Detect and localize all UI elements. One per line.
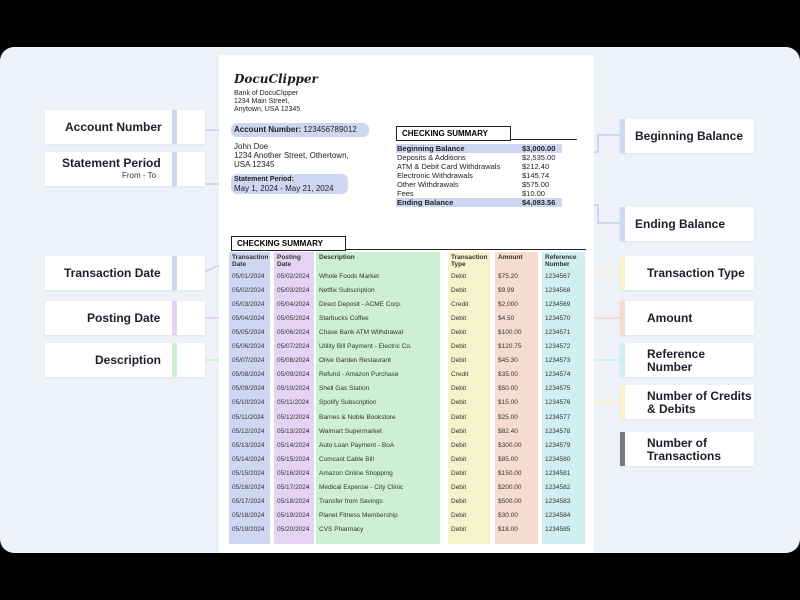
holder-street: 1234 Another Street, Othertown, xyxy=(234,151,349,160)
holder-name: John Doe xyxy=(234,142,269,151)
table-cell: Debit xyxy=(451,469,467,477)
table-cell: 05/17/2024 xyxy=(232,497,265,505)
bank-statement xyxy=(219,55,594,553)
table-cell: Chase Bank ATM Withdrawal xyxy=(319,329,404,337)
table-cell: $150.00 xyxy=(498,469,522,477)
table-cell: 05/11/2024 xyxy=(277,399,310,407)
bank-name: Bank of DocuClipper xyxy=(234,90,299,97)
table-cell: $45.30 xyxy=(498,357,518,365)
summary-row xyxy=(396,144,562,153)
tag-transaction-date-bar xyxy=(172,256,177,290)
table-cell: Debit xyxy=(451,441,467,449)
tag-posting-date-text: Posting Date xyxy=(87,311,161,325)
table-cell: 05/17/2024 xyxy=(277,483,310,491)
tag-transaction-type-text: Transaction Type xyxy=(647,266,745,280)
table-cell: 1234573 xyxy=(545,357,571,365)
table-cell: 05/07/2024 xyxy=(277,343,310,351)
table-cell: $75.20 xyxy=(498,273,518,280)
tag-posting-date-bar xyxy=(172,301,177,335)
table-cell: Medical Expense - City Clinic xyxy=(319,483,404,491)
tag-reference-number xyxy=(620,343,754,377)
tag-posting-date xyxy=(45,301,205,335)
tag-credits-debits xyxy=(620,385,754,419)
table-cell: 05/11/2024 xyxy=(232,413,265,421)
table-cell: $50.00 xyxy=(498,385,518,393)
table-cell: Debit xyxy=(451,343,467,351)
tag-transaction-type xyxy=(620,256,754,290)
canvas xyxy=(0,47,800,553)
table-cell: 05/12/2024 xyxy=(232,427,265,435)
table-cell: 05/01/2024 xyxy=(232,273,265,280)
tag-statement-period xyxy=(45,152,205,186)
summary-row xyxy=(396,189,562,198)
tag-ending-balance-text: Ending Balance xyxy=(635,217,726,231)
table-cell: $25.00 xyxy=(498,413,518,421)
table-cell: 1234570 xyxy=(545,315,571,323)
summary-value: $575.00 xyxy=(522,180,550,189)
table-cell: 1234571 xyxy=(545,329,571,337)
summary-title: CHECKING SUMMARY xyxy=(396,126,511,141)
table-cell: Debit xyxy=(451,329,467,337)
table-cell: 05/02/2024 xyxy=(277,273,310,280)
table-cell: Debit xyxy=(451,455,467,463)
table-cell: Refund - Amazon Purchase xyxy=(319,371,399,379)
table-cell: 05/04/2024 xyxy=(277,301,310,309)
table-cell: Credit xyxy=(451,371,469,379)
table-cell: Debit xyxy=(451,427,467,435)
summary-value: $3,000.00 xyxy=(522,144,556,153)
table-cell: 1234577 xyxy=(545,413,571,421)
summary-label: Fees xyxy=(397,189,414,198)
table-rule xyxy=(346,249,586,250)
table-cell: 05/16/2024 xyxy=(232,483,265,491)
table-cell: 05/18/2024 xyxy=(277,497,310,505)
tag-credits-debits-text: Number of Credits & Debits xyxy=(647,389,752,416)
table-cell: Credit xyxy=(451,301,469,309)
table-cell: 05/09/2024 xyxy=(232,385,265,393)
table-cell: 05/05/2024 xyxy=(277,315,310,323)
table-cell: Debit xyxy=(451,273,467,280)
table-cell: 05/02/2024 xyxy=(232,287,265,295)
tag-num-transactions-bar xyxy=(620,432,625,466)
table-cell: 1234579 xyxy=(545,441,571,449)
tag-ending-balance xyxy=(620,207,754,241)
column-header: Reference Number xyxy=(545,254,577,268)
table-cell: Amazon Online Shopping xyxy=(319,469,393,477)
summary-value: $4,083.56 xyxy=(522,198,556,207)
table-cell: 05/10/2024 xyxy=(232,399,265,407)
tag-reference-number-bar xyxy=(620,343,625,377)
tag-statement-period-bar xyxy=(172,152,177,186)
account-number-value: 123456789012 xyxy=(303,125,357,134)
summary-row xyxy=(396,198,562,207)
docuclipper-logo: DocuClipper xyxy=(234,72,318,86)
table-cell: Debit xyxy=(451,315,467,323)
summary-row xyxy=(396,171,562,180)
table-cell: 05/08/2024 xyxy=(277,357,310,365)
tag-beginning-balance-bar xyxy=(620,119,625,153)
table-cell: $82.40 xyxy=(498,427,518,435)
table-cell: Debit xyxy=(451,525,467,533)
tag-reference-number-text: Reference Number xyxy=(647,347,706,374)
table-cell: 05/09/2024 xyxy=(277,371,310,379)
table-cell: Direct Deposit - ACME Corp. xyxy=(319,301,402,309)
column-header: Description xyxy=(319,254,355,261)
table-cell: 05/06/2024 xyxy=(232,343,265,351)
tag-description-bar xyxy=(172,343,177,377)
table-cell: Shell Gas Station xyxy=(319,385,370,393)
table-cell: 05/12/2024 xyxy=(277,413,310,421)
table-cell: 05/14/2024 xyxy=(232,455,265,463)
summary-value: $212.40 xyxy=(522,162,550,171)
table-cell: 1234575 xyxy=(545,385,571,393)
summary-label: ATM & Debit Card Withdrawals xyxy=(397,162,501,171)
table-cell: 05/20/2024 xyxy=(277,525,310,533)
table-cell: 1234585 xyxy=(545,525,571,533)
summary-value: $10.00 xyxy=(522,189,545,198)
bank-city: Anytown, USA 12345 xyxy=(234,106,301,113)
table-cell: 1234581 xyxy=(545,469,571,477)
table-cell: Planet Fitness Membership xyxy=(319,511,398,519)
bank-street: 1234 Main Street, xyxy=(234,98,290,105)
summary-label: Beginning Balance xyxy=(397,144,465,153)
summary-row xyxy=(396,180,562,189)
table-cell: $120.75 xyxy=(498,343,522,351)
table-title: CHECKING SUMMARY xyxy=(231,236,346,251)
table-cell: $100.00 xyxy=(498,329,522,337)
summary-value: $2,535.00 xyxy=(522,153,556,162)
tag-amount-text: Amount xyxy=(647,311,693,325)
summary-rule xyxy=(511,139,577,140)
table-cell: 1234569 xyxy=(545,301,571,309)
table-cell: 1234584 xyxy=(545,511,571,519)
table-cell: Comcast Cable Bill xyxy=(319,455,374,463)
table-cell: Olive Garden Restaurant xyxy=(319,357,391,365)
table-cell: 05/19/2024 xyxy=(277,511,310,519)
summary-label: Electronic Withdrawals xyxy=(397,171,473,180)
summary-label: Deposits & Additions xyxy=(397,153,466,162)
table-cell: 1234574 xyxy=(545,371,571,379)
table-cell: 1234576 xyxy=(545,399,571,407)
table-cell: $18.00 xyxy=(498,525,518,533)
table-cell: Debit xyxy=(451,385,467,393)
table-cell: 05/05/2024 xyxy=(232,329,265,337)
table-cell: 1234580 xyxy=(545,455,571,463)
table-cell: Debit xyxy=(451,511,467,519)
column-header: Amount xyxy=(498,254,523,261)
table-cell: 1234578 xyxy=(545,427,571,435)
statement-period-field xyxy=(231,174,348,194)
table-cell: Debit xyxy=(451,287,467,295)
tag-num-transactions xyxy=(620,432,754,466)
table-cell: Barnes & Noble Bookstore xyxy=(319,413,396,421)
tag-transaction-date xyxy=(45,256,205,290)
column-header: Posting Date xyxy=(277,254,301,268)
table-cell: 1234568 xyxy=(545,287,571,295)
table-cell: $200.00 xyxy=(498,483,522,491)
tag-account-number-bar xyxy=(172,110,177,144)
table-cell: Debit xyxy=(451,413,467,421)
table-cell: 05/13/2024 xyxy=(277,427,310,435)
table-cell: Debit xyxy=(451,483,467,491)
tag-ending-balance-bar xyxy=(620,207,625,241)
table-cell: Whole Foods Market xyxy=(319,273,379,280)
tag-transaction-date-text: Transaction Date xyxy=(64,266,161,280)
tag-account-number xyxy=(45,110,205,144)
table-cell: $300.00 xyxy=(498,441,522,449)
table-cell: $500.00 xyxy=(498,497,522,505)
table-cell: $15.00 xyxy=(498,399,518,407)
table-cell: 05/06/2024 xyxy=(277,329,310,337)
column-header: Transaction Type xyxy=(451,254,488,268)
table-cell: $9.99 xyxy=(498,287,515,295)
table-cell: $4.50 xyxy=(498,315,515,323)
table-cell: 05/04/2024 xyxy=(232,315,265,323)
summary-label: Other Withdrawals xyxy=(397,180,459,189)
table-cell: Debit xyxy=(451,399,467,407)
table-cell: 05/16/2024 xyxy=(277,469,310,477)
table-cell: 05/10/2024 xyxy=(277,385,310,393)
tag-credits-debits-bar xyxy=(620,385,625,419)
statement-period-value: May 1, 2024 - May 21, 2024 xyxy=(234,184,334,193)
tag-description xyxy=(45,343,205,377)
table-cell: 05/19/2024 xyxy=(232,525,265,533)
table-cell: Starbucks Coffee xyxy=(319,315,369,323)
tag-beginning-balance xyxy=(620,119,754,153)
statement-period-label: Statement Period: xyxy=(234,176,294,183)
table-cell: 1234583 xyxy=(545,497,571,505)
table-cell: 05/13/2024 xyxy=(232,441,265,449)
tag-amount-bar xyxy=(620,301,625,335)
tag-account-number-text: Account Number xyxy=(65,120,162,134)
table-cell: $2,000 xyxy=(498,301,518,309)
table-cell: 05/18/2024 xyxy=(232,511,265,519)
summary-value: $145.74 xyxy=(522,171,550,180)
tag-beginning-balance-text: Beginning Balance xyxy=(635,129,744,143)
table-cell: $35.00 xyxy=(498,371,518,379)
summary-row xyxy=(396,162,562,171)
table-cell: Auto Loan Payment - BoA xyxy=(319,441,395,449)
tag-amount xyxy=(620,301,754,335)
summary-label: Ending Balance xyxy=(397,198,454,207)
table-cell: 05/15/2024 xyxy=(232,469,265,477)
table-cell: Walmart Supermarket xyxy=(319,427,382,435)
table-cell: Utility Bill Payment - Electric Co. xyxy=(319,343,412,351)
summary-row xyxy=(396,153,562,162)
table-cell: 1234582 xyxy=(545,483,571,491)
table-cell: $30.00 xyxy=(498,511,518,519)
table-cell: 1234567 xyxy=(545,273,571,280)
tag-num-transactions-text: Number of Transactions xyxy=(647,436,722,463)
tag-description-text: Description xyxy=(95,353,162,367)
table-cell: Transfer from Savings xyxy=(319,497,383,505)
table-cell: 05/14/2024 xyxy=(277,441,310,449)
table-cell: CVS Pharmacy xyxy=(319,525,364,533)
account-number-label: Account Number: xyxy=(234,125,302,134)
tag-statement-period-sub: From - To xyxy=(122,171,157,180)
tag-statement-period-text: Statement Period xyxy=(62,156,161,170)
account-number-field xyxy=(231,123,369,137)
tag-transaction-type-bar xyxy=(620,256,625,290)
table-cell: Netflix Subscription xyxy=(319,287,375,295)
table-cell: 1234572 xyxy=(545,343,571,351)
table-cell: 05/03/2024 xyxy=(232,301,265,309)
table-cell: 05/08/2024 xyxy=(232,371,265,379)
column-header: Transaction Date xyxy=(232,254,269,268)
table-cell: Debit xyxy=(451,497,467,505)
table-cell: Debit xyxy=(451,357,467,365)
table-cell: 05/15/2024 xyxy=(277,455,310,463)
table-cell: $85.00 xyxy=(498,455,518,463)
holder-city: USA 12345 xyxy=(234,160,275,169)
table-cell: Spotify Subscription xyxy=(319,399,377,407)
table-cell: 05/07/2024 xyxy=(232,357,265,365)
table-cell: 05/03/2024 xyxy=(277,287,310,295)
